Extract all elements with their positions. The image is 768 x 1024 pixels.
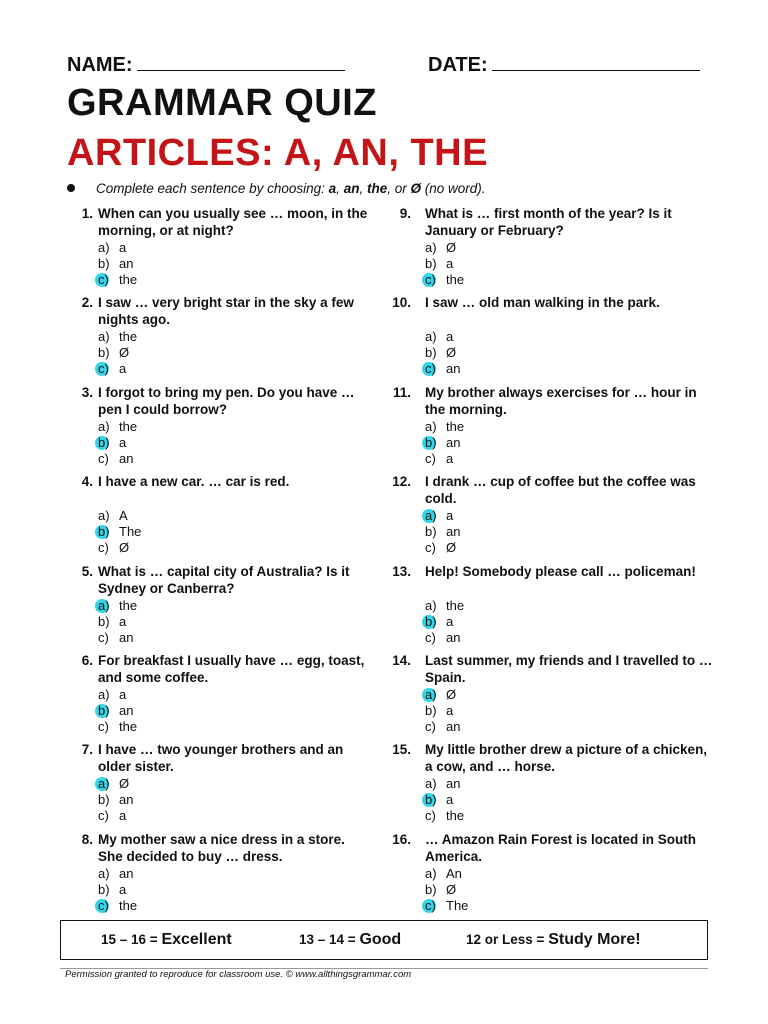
answer-letter [425,630,446,646]
answer-text: a [119,613,127,629]
answer-letter-text: a) [98,418,110,434]
answer-letter-text: a) [425,240,437,255]
answer-letter [98,882,119,898]
answer-letter-text: a) [98,508,110,524]
answer-letter-text: a) [98,329,110,345]
selected-answer-letter [425,792,446,808]
answer-options [98,329,137,377]
answer-letter [98,808,119,824]
answer-letter-text: c) [98,450,109,466]
answer-option[interactable] [98,240,137,256]
answer-letter-text: a) [425,329,437,345]
name-field [67,52,345,77]
answer-text: the [119,329,138,345]
answer-letter-text: b) [425,345,437,361]
answer-option[interactable] [98,508,141,524]
answer-option[interactable] [425,240,464,256]
answer-letter-text: b) [425,792,437,808]
name-blank-line[interactable] [137,52,345,71]
answer-option[interactable] [425,272,464,288]
question-number: 16. [392,831,411,847]
answer-option[interactable] [98,898,137,914]
answer-option[interactable] [425,882,468,898]
answer-options [98,776,133,824]
answer-option[interactable] [425,776,464,792]
answer-letter-text: a) [98,597,110,613]
answer-text: An [446,865,462,881]
answer-letter-text: c) [98,808,109,824]
question-text: Last summer, my friends and I travelled to … Spain. [425,652,713,685]
scoring-box [60,920,708,960]
answer-text: the [119,597,138,613]
question-text: I have a new car. … car is red. [98,474,290,490]
answer-letter-text: c) [425,897,436,913]
answer-option[interactable] [425,687,460,703]
answer-options [425,687,460,735]
answer-option[interactable] [425,419,464,435]
answer-option[interactable] [425,508,460,524]
date-field [428,52,700,77]
answer-letter [98,329,119,345]
answer-option[interactable] [425,598,464,614]
answer-option[interactable] [425,808,464,824]
question-number: 8. [81,831,93,847]
answer-letter [425,451,446,467]
question-column-right [392,205,722,920]
answer-text: an [446,434,461,450]
question-text: Help! Somebody please call … policeman! [425,563,696,579]
question-item [67,563,377,652]
answer-text: a [446,702,454,718]
question-text: When can you usually see … moon, in the morning, or at night? [98,206,368,238]
answer-letter [425,719,446,735]
answer-letter [425,540,446,556]
answer-text: The [446,897,469,913]
answer-text: an [119,629,134,645]
answer-text: Ø [446,686,457,702]
answer-text: A [119,508,128,524]
answer-option[interactable] [98,614,137,630]
answer-text: an [119,792,134,808]
selected-answer-letter [98,703,119,719]
choice-an: an [343,181,360,196]
answer-text: Ø [446,881,457,897]
answer-letter-text: a) [425,686,437,702]
answer-letter-text: b) [98,881,110,897]
answer-text: the [119,897,138,913]
answer-text: the [446,418,465,434]
answer-options [425,419,464,467]
question-item [392,652,722,741]
question-item [67,294,377,383]
choice-the: the [366,181,388,196]
question-text: My little brother drew a picture of a chicken, a cow, and … horse. [425,742,708,775]
answer-option[interactable] [425,524,460,540]
answer-text: an [446,776,461,792]
answer-text: a [446,256,454,271]
answer-letter [98,419,119,435]
question-item [392,741,722,830]
selected-answer-letter [425,361,446,377]
answer-option[interactable] [98,256,137,272]
answer-letter-text: a) [425,597,437,613]
header-row [67,52,707,78]
answer-letter [425,882,446,898]
answer-text: Ø [119,540,130,556]
answer-letter [98,719,119,735]
answer-letter-text: b) [98,256,110,271]
answer-letter-text: c) [425,629,436,645]
score-result: Excellent [161,931,232,948]
answer-letter [425,256,446,272]
answer-option[interactable] [98,630,137,646]
answer-letter-text: b) [425,434,437,450]
question-item [67,831,377,920]
answer-text: a [446,792,454,808]
instructions-sep: , [359,181,367,196]
answer-letter [98,508,119,524]
answer-letter-text: b) [98,792,110,808]
question-number: 4. [81,474,93,490]
question-text: I drank … cup of coffee but the coffee was cold. [425,474,696,507]
question-column-left [67,205,377,920]
answer-options [425,866,468,914]
answer-option[interactable] [98,776,133,792]
answer-letter-text: b) [425,256,437,271]
question-number: 1. [81,206,93,221]
answer-letter-text: a) [425,865,437,881]
answer-options [425,508,460,556]
question-item [67,384,377,473]
bullet-icon [67,184,75,192]
selected-answer-letter [98,776,119,792]
answer-text: the [119,418,138,434]
instructions-suffix: (no word). [421,181,486,196]
answer-text: an [446,629,461,645]
answer-text: a [446,613,454,629]
answer-option[interactable] [98,524,141,540]
answer-letter [425,808,446,824]
answer-text: an [119,865,134,881]
answer-letter [425,345,446,361]
name-label: NAME: [67,54,133,76]
question-text: I forgot to bring my pen. Do you have … pen I could borrow? [98,384,355,417]
question-text: I have … two younger brothers and an older sister. [98,742,344,775]
question-text: What is … first month of the year? Is it January or February? [425,206,672,238]
question-text: I saw … very bright star in the sky a few nights ago. [98,295,354,328]
question-number: 7. [81,742,93,758]
question-text: My mother saw a nice dress in a store. She decided to buy … dress. [98,831,345,864]
score-study-more [466,931,641,949]
answer-text: Ø [446,240,457,255]
answer-letter-text: a) [425,776,437,792]
answer-letter [98,540,119,556]
answer-text: a [446,329,454,345]
instructions [67,181,486,196]
answer-options [98,866,137,914]
answer-option[interactable] [98,808,133,824]
answer-option[interactable] [98,598,137,614]
question-number: 11. [392,384,411,400]
answer-option[interactable] [98,419,137,435]
answer-letter [98,792,119,808]
answer-text: a [446,508,454,524]
answer-letter-text: c) [98,540,109,556]
question-number: 14. [392,652,411,668]
selected-answer-letter [98,435,119,451]
answer-options [98,598,137,646]
score-result: Study More! [548,931,641,948]
score-good [299,931,401,949]
answer-option[interactable] [98,866,137,882]
answer-text: the [119,272,138,287]
selected-answer-letter [425,508,446,524]
answer-option[interactable] [98,329,137,345]
question-item [392,205,722,294]
choice-a: a [328,181,337,196]
question-text: What is … capital city of Australia? Is it Sydney or Canberra? [98,563,350,596]
answer-letter [98,240,119,256]
answer-options [425,329,460,377]
footer-permission: Permission granted to reproduce for classroom use. © www.allthingsgrammar.com [65,969,412,980]
answer-option[interactable] [425,256,464,272]
answer-options [98,687,137,735]
answer-text: a [119,434,127,450]
answer-letter-text: c) [98,718,109,734]
score-range: 15 – 16 = [101,932,162,947]
answer-letter [98,687,119,703]
answer-text: the [446,272,465,287]
answer-letter [425,419,446,435]
answer-letter-text: a) [98,776,110,792]
answer-letter-text: b) [425,702,437,718]
answer-option[interactable] [425,792,464,808]
answer-letter [98,614,119,630]
answer-text: a [119,686,127,702]
answer-text: an [119,450,134,466]
answer-option[interactable] [98,345,137,361]
answer-letter-text: c) [98,629,109,645]
answer-option[interactable] [425,866,468,882]
selected-answer-letter [425,687,446,703]
date-blank-line[interactable] [492,52,700,71]
score-range: 12 or Less = [466,932,549,947]
answer-option[interactable] [425,614,464,630]
answer-letter-text: c) [425,808,436,824]
answer-letter-text: c) [425,361,436,377]
answer-option[interactable] [425,703,460,719]
answer-letter [425,703,446,719]
question-number: 9. [399,206,411,221]
answer-option[interactable] [425,329,460,345]
answer-text: a [119,240,127,255]
answer-letter-text: c) [98,897,109,913]
answer-letter-text: a) [98,240,110,255]
answer-letter [98,451,119,467]
answer-letter-text: c) [425,718,436,734]
answer-text: an [119,256,134,271]
answer-text: Ø [446,540,457,556]
answer-letter [425,776,446,792]
selected-answer-letter [98,898,119,914]
answer-letter-text: a) [425,508,437,524]
answer-letter-text: b) [98,434,110,450]
answer-letter-text: a) [98,865,110,881]
answer-option[interactable] [98,451,137,467]
answer-option[interactable] [98,687,137,703]
question-item [392,384,722,473]
answer-letter-text: c) [98,272,109,287]
question-item [67,205,377,294]
answer-letter-text: c) [98,361,109,377]
question-number: 2. [81,295,93,311]
answer-option[interactable] [98,792,133,808]
answer-letter [425,240,446,256]
question-item [67,741,377,830]
answer-option[interactable] [98,272,137,288]
answer-letter-text: b) [98,524,110,540]
answer-text: The [119,524,142,540]
answer-letter [425,866,446,882]
answer-text: Ø [119,345,130,361]
answer-letter [425,598,446,614]
quiz-title: GRAMMAR QUIZ [67,82,377,124]
answer-text: an [446,361,461,377]
answer-text: a [119,808,127,824]
selected-answer-letter [425,272,446,288]
answer-options [98,508,141,556]
question-item [392,294,722,383]
score-range: 13 – 14 = [299,932,360,947]
answer-letter [98,256,119,272]
choice-zero: Ø [410,181,421,196]
answer-letter-text: b) [98,702,110,718]
question-number: 3. [81,384,93,400]
question-number: 5. [81,563,93,579]
answer-options [425,240,464,288]
answer-option[interactable] [425,719,460,735]
answer-letter [425,329,446,345]
question-number: 13. [392,563,411,579]
answer-text: a [119,361,127,377]
answer-option[interactable] [98,540,141,556]
answer-text: an [446,718,461,734]
answer-letter-text: a) [98,686,110,702]
answer-text: Ø [446,345,457,361]
question-text: My brother always exercises for … hour in the morning. [425,384,697,417]
answer-option[interactable] [425,361,460,377]
question-item [392,473,722,562]
answer-text: the [119,718,138,734]
question-number: 10. [392,295,411,311]
answer-text: an [119,702,134,718]
answer-option[interactable] [425,540,460,556]
question-text: For breakfast I usually have … egg, toast, and some coffee. [98,652,365,685]
answer-letter-text: b) [425,881,437,897]
answer-letter [98,630,119,646]
selected-answer-letter [98,524,119,540]
question-text: … Amazon Rain Forest is located in South America. [425,831,697,864]
answer-option[interactable] [98,361,137,377]
instructions-prefix: Complete each sentence by choosing: [96,181,329,196]
answer-text: a [119,881,127,897]
quiz-subtitle: ARTICLES: A, AN, THE [67,132,488,174]
answer-option[interactable] [98,435,137,451]
answer-letter [425,524,446,540]
question-item [67,473,377,562]
answer-text: a [446,450,454,466]
answer-letter-text: b) [98,345,110,361]
question-item [392,563,722,652]
selected-answer-letter [425,435,446,451]
answer-option[interactable] [425,451,464,467]
answer-letter [98,866,119,882]
question-item [392,831,722,920]
date-label: DATE: [428,54,488,76]
selected-answer-letter [98,272,119,288]
answer-letter-text: c) [425,450,436,466]
answer-option[interactable] [98,703,137,719]
answer-options [425,776,464,824]
answer-text: the [446,808,465,824]
score-result: Good [359,931,402,948]
question-number: 12. [392,474,411,490]
question-text: I saw … old man walking in the park. [425,295,660,311]
selected-answer-letter [98,598,119,614]
instructions-sep: , [336,181,344,196]
answer-letter-text: b) [425,613,437,629]
selected-answer-letter [425,614,446,630]
answer-text: an [446,524,461,540]
answer-option[interactable] [425,435,464,451]
answer-option[interactable] [425,345,460,361]
answer-options [98,240,137,288]
answer-letter-text: b) [425,524,437,540]
answer-option[interactable] [98,719,137,735]
question-number: 6. [81,652,93,668]
answer-letter-text: a) [425,418,437,434]
answer-option[interactable] [425,630,464,646]
instructions-sep: , or [387,181,411,196]
answer-letter-text: c) [425,540,436,556]
score-excellent [101,931,232,949]
answer-option[interactable] [425,898,468,914]
answer-options [98,419,137,467]
answer-option[interactable] [98,882,137,898]
question-item [67,652,377,741]
answer-options [425,598,464,646]
selected-answer-letter [98,361,119,377]
selected-answer-letter [425,898,446,914]
answer-text: Ø [119,776,130,792]
answer-letter-text: b) [98,613,110,629]
answer-letter [98,345,119,361]
question-number: 15. [392,742,411,758]
answer-letter-text: c) [425,272,436,287]
answer-text: the [446,597,465,613]
